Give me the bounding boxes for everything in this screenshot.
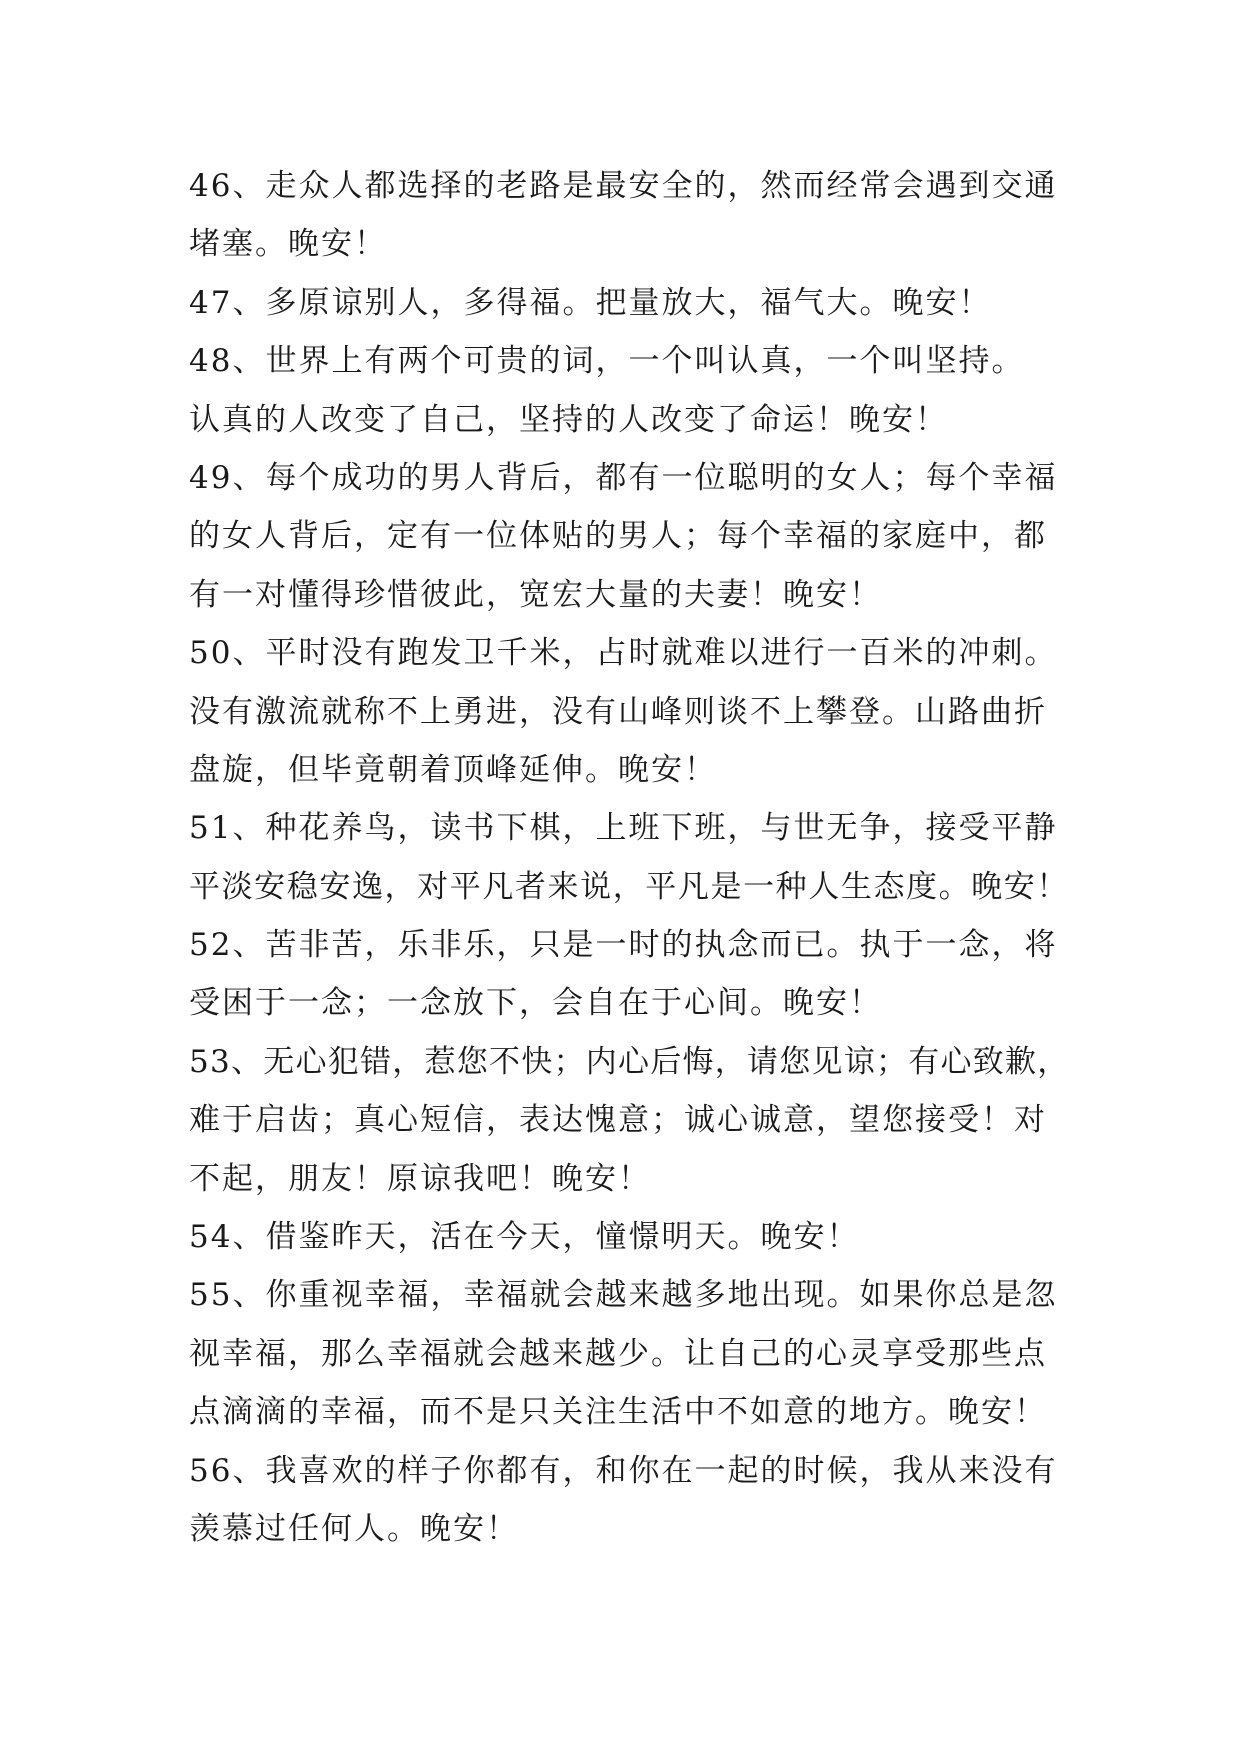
text-line: 视幸福，那么幸福就会越来越少。让自己的心灵享受那些点 [189,1335,1047,1372]
text-line: 53、无心犯错，惹您不快；内心后悔，请您见谅；有心致歉， [189,1043,1070,1080]
text-line: 52、苦非苦，乐非乐，只是一时的执念而已。执于一念，将 [189,927,1058,964]
text-line: 49、每个成功的男人背后，都有一位聪明的女人；每个幸福 [189,459,1058,496]
text-line: 认真的人改变了自己，坚持的人改变了命运！晚安！ [189,401,948,438]
text-line: 点滴滴的幸福，而不是只关注生活中不如意的地方。晚安！ [189,1394,1047,1431]
text-line: 46、走众人都选择的老路是最安全的，然而经常会遇到交通 [189,168,1058,204]
text-line: 的女人背后，定有一位体贴的男人；每个幸福的家庭中，都 [189,518,1047,555]
text-line: 有一对懂得珍惜彼此，宽宏大量的夫妻！晚安！ [189,576,882,613]
text-line: 羡慕过任何人。晚安！ [189,1510,519,1547]
text-line: 47、多原谅别人，多得福。把量放大，福气大。晚安！ [189,284,992,321]
text-line: 堵塞。晚安！ [189,226,387,263]
text-line: 51、种花养鸟，读书下棋，上班下班，与世无争，接受平静 [189,810,1058,847]
text-line: 55、你重视幸福，幸福就会越来越多地出现。如果你总是忽 [189,1277,1058,1314]
text-line: 受困于一念；一念放下，会自在于心间。晚安！ [189,985,882,1022]
text-line: 48、世界上有两个可贵的词，一个叫认真，一个叫坚持。 [189,343,1025,380]
text-line: 平淡安稳安逸，对平凡者来说，平凡是一种人生态度。晚安！ [189,868,1069,905]
text-line: 盘旋，但毕竟朝着顶峰延伸。晚安！ [189,751,717,788]
text-line: 没有激流就称不上勇进，没有山峰则谈不上攀登。山路曲折 [189,693,1047,730]
text-line: 难于启齿；真心短信，表达愧意；诚心诚意，望您接受！对 [189,1102,1047,1139]
text-line: 56、我喜欢的样子你都有，和你在一起的时候，我从来没有 [189,1452,1058,1489]
text-line: 不起，朋友！原谅我吧！晚安！ [189,1160,651,1197]
text-line: 54、借鉴昨天，活在今天，憧憬明天。晚安！ [189,1219,860,1256]
text-line: 50、平时没有跑发卫千米，占时就难以进行一百米的冲刺。 [189,635,1058,672]
document-body [189,157,1069,1558]
